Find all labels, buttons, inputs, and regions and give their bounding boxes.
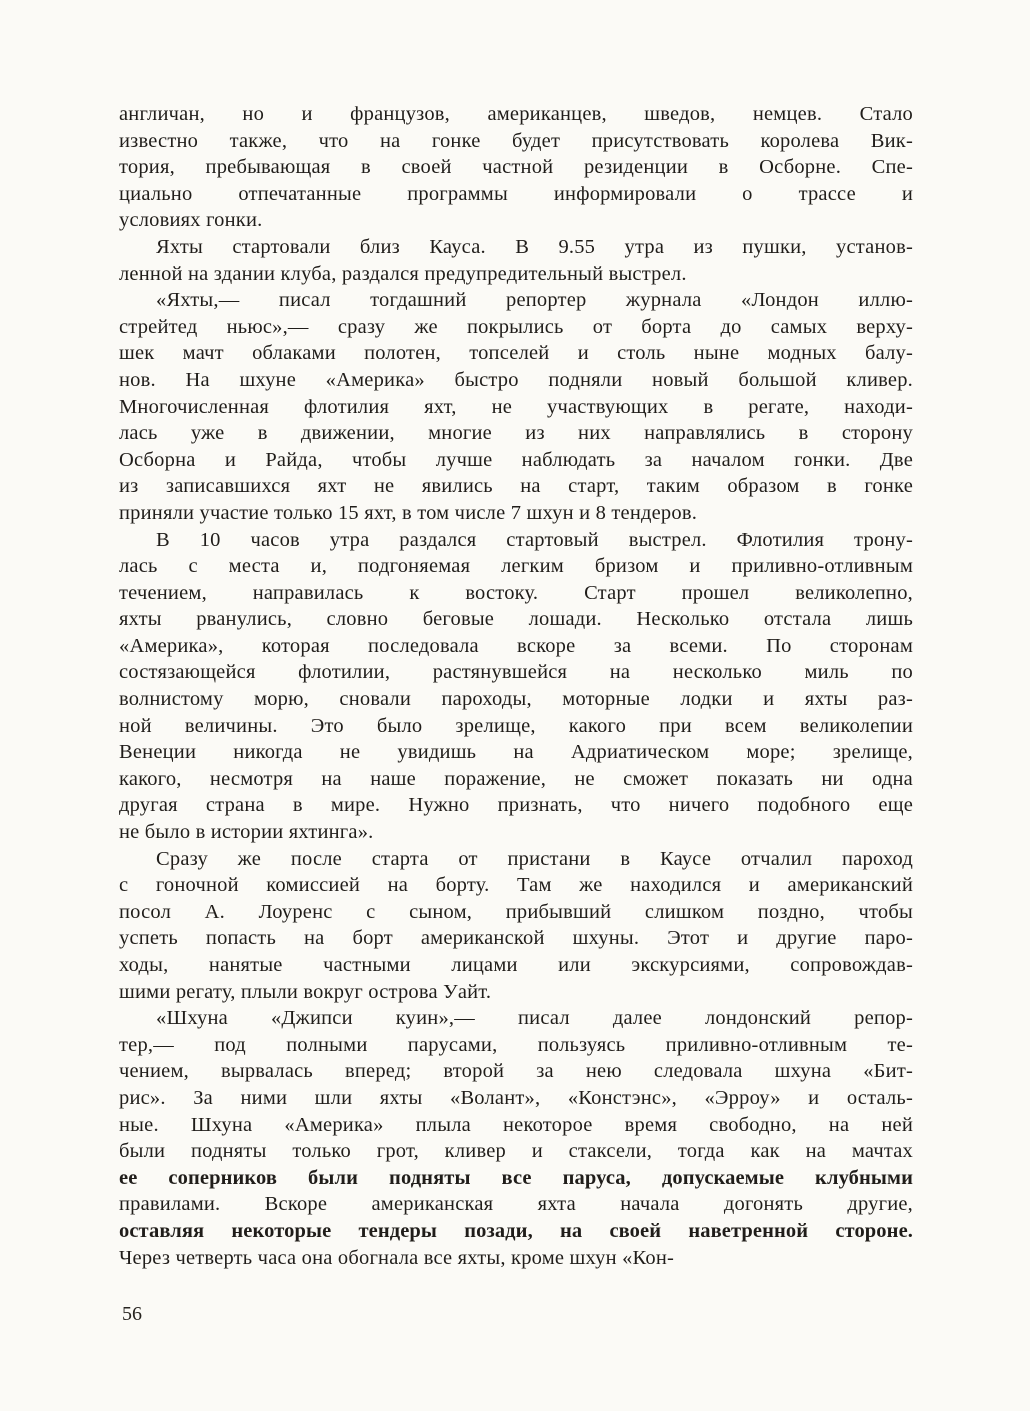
paragraph — [119, 101, 913, 234]
text-line: течением, направилась к востоку. Старт прошел великолепно, — [119, 581, 913, 604]
text-line: Венеции никогда не увидишь на Адриатическом море; зрелище, — [119, 741, 913, 764]
text-line: «Америка», которая последовала вскоре за всеми. По сторонам — [119, 634, 913, 657]
text-line: приняли участие только 15 яхт, в том числе 7 шхун и 8 тендеров. — [119, 501, 698, 524]
text-line: «Шхуна «Джипси куин»,— писал далее лондонский репор- — [156, 1007, 913, 1030]
text-line: тория, пребывающая в своей частной резиденции в Осборне. Спе- — [119, 156, 913, 179]
paragraph — [119, 846, 913, 1006]
text-line: ее соперников были подняты все паруса, допускаемые клубными — [119, 1166, 913, 1189]
text-line: англичан, но и французов, американцев, шведов, немцев. Стало — [119, 103, 913, 125]
text-line: рис». За ними шли яхты «Волант», «Констэнс», «Эрроу» и осталь- — [119, 1086, 913, 1109]
text-line: циально отпечатанные программы информировали о трассе и — [119, 182, 913, 205]
text-line: Через четверть часа она обогнала все яхты, кроме шхун «Кон- — [119, 1246, 675, 1269]
text-line: шими регату, плыли вокруг острова Уайт. — [119, 980, 492, 1003]
text-line: лась с места и, подгоняемая легким бризом и приливно-отливным — [119, 555, 913, 578]
text-line: В 10 часов утра раздался стартовый выстрел. Флотилия трону- — [156, 528, 913, 551]
text-line: ные. Шхуна «Америка» плыла некоторое время свободно, на ней — [119, 1113, 913, 1136]
text-line: другая страна в мире. Нужно признать, что ничего подобного еще — [119, 794, 913, 817]
page-text-block — [119, 101, 913, 1271]
text-line: оставляя некоторые тендеры позади, на своей наветренной стороне. — [119, 1219, 913, 1242]
text-line: были подняты только грот, кливер и стаксели, тогда как на мачтах — [119, 1140, 913, 1163]
text-line: яхты рванулись, словно беговые лошади. Несколько отстала лишь — [119, 608, 913, 631]
text-line: правилами. Вскоре американская яхта начала догонять другие, — [119, 1193, 913, 1216]
paragraph — [119, 287, 913, 526]
text-line: «Яхты,— писал тогдашний репортер журнала «Лондон иллю- — [156, 289, 913, 312]
text-line: лась уже в движении, многие из них направлялись в сторону — [119, 422, 913, 445]
text-line: ленной на здании клуба, раздался предупредительный выстрел. — [119, 262, 687, 285]
text-line: успеть попасть на борт американской шхуны. Этот и другие паро- — [119, 927, 913, 950]
paragraph — [119, 234, 913, 287]
text-line: Многочисленная флотилия яхт, не участвующих в регате, находи- — [119, 395, 913, 418]
text-line: не было в истории яхтинга». — [119, 821, 374, 844]
paragraph — [119, 527, 913, 846]
text-line: чением, вырвалась вперед; второй за нею следовала шхуна «Бит- — [119, 1060, 913, 1083]
paragraph — [119, 1005, 913, 1271]
text-line: с гоночной комиссией на борту. Там же находился и американский — [119, 874, 913, 897]
text-line: Сразу же после старта от пристани в Каусе отчалил пароход — [156, 847, 913, 870]
text-line: известно также, что на гонке будет присутствовать королева Вик- — [119, 129, 913, 152]
text-line: волнистому морю, сновали пароходы, моторные лодки и яхты раз- — [119, 688, 913, 711]
text-line: тер,— под полными парусами, пользуясь приливно-отливным те- — [119, 1033, 913, 1056]
text-line: условиях гонки. — [119, 209, 263, 232]
text-line: Осборна и Райда, чтобы лучше наблюдать за началом гонки. Две — [119, 448, 913, 471]
text-line: стрейтед ньюс»,— сразу же покрылись от борта до самых верху- — [119, 315, 913, 338]
page-number: 56 — [122, 1303, 142, 1325]
text-line: шек мачт облаками полотен, топселей и столь ныне модных балу- — [119, 342, 913, 365]
text-line: состязающейся флотилии, растянувшейся на несколько миль по — [119, 661, 913, 684]
text-line: из записавшихся яхт не явились на старт, таким образом в гонке — [119, 475, 913, 498]
text-line: ной величины. Это было зрелище, какого при всем великолепии — [119, 714, 913, 737]
text-line: Яхты стартовали близ Кауса. В 9.55 утра из пушки, установ- — [156, 235, 913, 258]
text-line: нов. На шхуне «Америка» быстро подняли новый большой кливер. — [119, 368, 913, 391]
text-line: какого, несмотря на наше поражение, не сможет показать ни одна — [119, 767, 913, 790]
text-line: ходы, нанятые частными лицами или экскурсиями, сопровождав- — [119, 954, 913, 976]
text-line: посол А. Лоуренс с сыном, прибывший слишком поздно, чтобы — [119, 900, 913, 923]
